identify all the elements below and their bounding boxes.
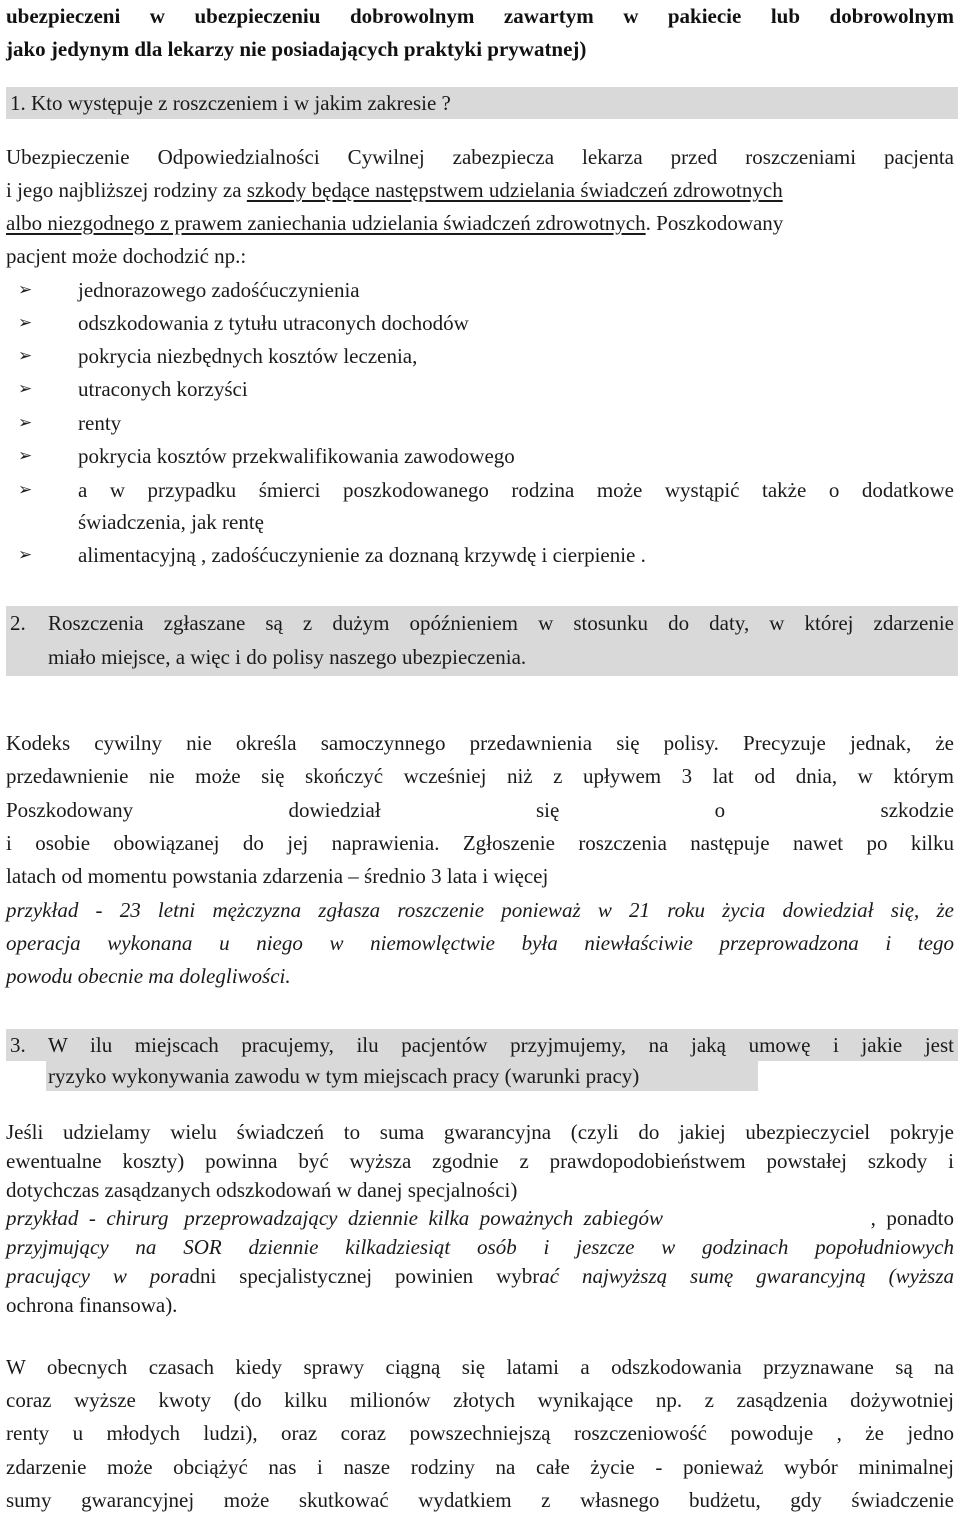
section2-heading-line-1: Roszczenia zgłaszane są z dużym opóźnieniem w stosunku do daty, w której zdarzenie (48, 611, 954, 635)
section1-heading: 1. Kto występuje z roszczeniem i w jakim zakresie ? (10, 91, 451, 115)
bullet-item: pokrycia kosztów przekwalifikowania zawodowego (78, 444, 515, 468)
intro-line-2: jako jedynym dla lekarzy nie posiadających praktyki prywatnej) (6, 37, 587, 61)
section3-para1-line-2: ewentualne koszty) powinna być wyższa zgodnie z prawdopodobieństwem powstałej szkody i (6, 1149, 954, 1173)
section2-para-line-5: latach od momentu powstania zdarzenia – średnio 3 lata i więcej (6, 864, 549, 888)
bullet-icon: ➢ (18, 313, 33, 333)
section3-example-line-4: ochrona finansowa). (6, 1293, 178, 1317)
bullet-item: a w przypadku śmierci poszkodowanego rodzina może wystąpić także o dodatkowe (78, 478, 954, 502)
bullet-icon: ➢ (18, 413, 33, 433)
section2-para-line-4: i osobie obowiązanej do jej naprawienia. Zgłoszenie roszczenia następuje nawet po kilku (6, 831, 954, 855)
intro-line-1: ubezpieczeni w ubezpieczeniu dobrowolnym zawartym w pakiecie lub dobrowolnym (6, 4, 954, 28)
word: się (536, 798, 560, 822)
underlined-omission-text: albo niezgodnego z prawem zaniechania udzielania świadczeń zdrowotnych (6, 211, 646, 235)
section3-example-italic-2: ać najwyższą sumę gwarancyjną (wyższa (539, 1264, 954, 1288)
section3-para2-line-4: zdarzenie może obciążyć nas i nasze rodziny na całe życie - ponieważ wybór minimalnej (6, 1455, 954, 1479)
section3-example-line-2: przyjmujący na SOR dziennie kilkadziesiąt osób i jeszcze w godzinach popołudniowych (6, 1235, 954, 1259)
bullet-item: jednorazowego zadośćuczynienia (78, 278, 360, 302)
word: Poszkodowany (6, 798, 134, 822)
section3-heading-line-2: ryzyko wykonywania zawodu w tym miejscach pracy (warunki pracy) (48, 1064, 640, 1088)
section1-para-line-2 (6, 176, 954, 204)
word: szkodzie (880, 798, 954, 822)
bullet-icon: ➢ (18, 346, 33, 366)
section2-para-line-2: przedawnienie nie może się skończyć wcześniej niż z upływem 3 lat od dnia, w którym (6, 764, 954, 788)
section3-example-line-3 (6, 1262, 954, 1290)
section3-para1-line-1: Jeśli udzielamy wielu świadczeń to suma gwarancyjna (czyli do jakiej ubezpieczyciel pokryje (6, 1120, 954, 1144)
word: o (714, 798, 726, 822)
bullet-icon: ➢ (18, 379, 33, 399)
section2-example-line-2: operacja wykonana u niego w niemowlęctwie była niewłaściwie przeprowadzona i tego (6, 931, 954, 955)
bullet-item: utraconych korzyści (78, 377, 248, 401)
section1-para-line-3 (6, 209, 783, 237)
section3-number: 3. (10, 1033, 26, 1057)
section3-example-italic-1: pracujący w pora (6, 1264, 190, 1288)
bullet-item: odszkodowania z tytułu utraconych dochodów (78, 311, 469, 335)
section3-para2-line-2: coraz wyższe kwoty (do kilku milionów złotych wynikające np. z zasądzenia dożywotniej (6, 1388, 954, 1412)
section2-para-line-1: Kodeks cywilny nie określa samoczynnego przedawnienia się polisy. Precyzuje jednak, że (6, 731, 954, 755)
bullet-icon: ➢ (18, 480, 33, 500)
section2-number: 2. (10, 611, 26, 635)
section3-para2-line-1: W obecnych czasach kiedy sprawy ciągną się latami a odszkodowania przyznawane są na (6, 1355, 954, 1379)
bullet-icon: ➢ (18, 280, 33, 300)
section2-heading-line-2: miało miejsce, a więc i do polisy naszego ubezpieczenia. (48, 645, 527, 669)
section2-para-line-3 (6, 796, 954, 824)
section1-para-line-1: Ubezpieczenie Odpowiedzialności Cywilnej zabezpiecza lekarza przed roszczeniami pacjenta (6, 145, 954, 169)
section3-example-italic: przykład - chirurg przeprowadzający dziennie kilka poważnych zabiegów (6, 1206, 663, 1230)
bullet-item: renty (78, 411, 122, 435)
underlined-damage-text: szkody będące następstwem udzielania świadczeń zdrowotnych (246, 178, 783, 202)
section3-heading-line-1: W ilu miejscach pracujemy, ilu pacjentów przyjmujemy, na jaką umowę i jakie jest (48, 1033, 954, 1057)
section3-example-rest: , ponadto (870, 1206, 954, 1230)
section1-para-line-4: pacjent może dochodzić np.: (6, 244, 247, 268)
bullet-item: alimentacyjną , zadośćuczynienie za doznaną krzywdę i cierpienie . (78, 543, 646, 567)
section3-para2-line-3: renty u młodych ludzi), oraz coraz powszechniejszą roszczeniowość powoduje , że jedno (6, 1421, 954, 1445)
section3-para1-line-3: dotychczas zasądzanych odszkodowań w danej specjalności) (6, 1178, 518, 1202)
word: dowiedział (288, 798, 381, 822)
section2-example-line-1: przykład - 23 letni mężczyzna zgłasza roszczenie ponieważ w 21 roku życia dowiedział się, że (6, 898, 954, 922)
section2-example-line-3: powodu obecnie ma dolegliwości. (6, 964, 291, 988)
bullet-icon: ➢ (18, 545, 33, 565)
section1-para-line-3-b: . Poszkodowany (645, 211, 784, 235)
section3-example-normal: dni specjalistycznej powinien wybr (189, 1264, 540, 1288)
bullet-icon: ➢ (18, 446, 33, 466)
section3-example-line-1 (6, 1204, 954, 1232)
bullet-item-continuation: świadczenia, jak rentę (78, 510, 264, 534)
section1-para-line-2-a: i jego najbliższej rodziny za (6, 178, 247, 202)
bullet-item: pokrycia niezbędnych kosztów leczenia, (78, 344, 418, 368)
section3-para2-line-5: sumy gwarancyjnej może skutkować wydatkiem z własnego budżetu, gdy świadczenie (6, 1488, 954, 1512)
